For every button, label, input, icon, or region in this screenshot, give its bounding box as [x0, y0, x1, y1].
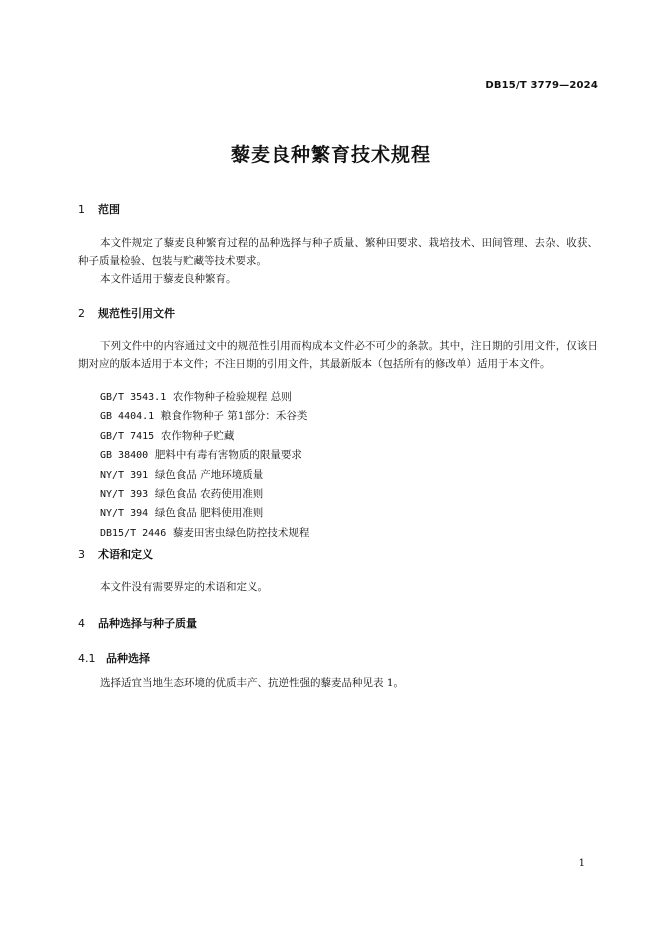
scope-applicability: 本文件适用于藜麦良种繁育。	[100, 273, 237, 285]
reference-name: 绿色食品 农药使用准则	[154, 488, 264, 501]
section-title: 规范性引用文件	[98, 307, 175, 320]
section-number: 1	[78, 203, 85, 216]
subsection-heading-variety-selection	[78, 650, 150, 666]
section-title: 术语和定义	[98, 548, 153, 561]
normative-paragraph: 下列文件中的内容通过文中的规范性引用而构成本文件必不可少的条款。其中，注日期的引用文件，仅该日期对应的版本适用于本文件；不注日期的引用文件，其最新版本（包括所有的修改单）适用于本文件。	[78, 340, 598, 370]
section-number: 2	[78, 307, 85, 320]
reference-name: 农作物种子检验规程 总则	[172, 391, 292, 403]
reference-item	[100, 388, 309, 407]
reference-code: DB15/T 2446	[100, 527, 167, 539]
reference-name: 肥料中有毒有害物质的限量要求	[154, 449, 302, 462]
reference-name: 藜麦田害虫绿色防控技术规程	[172, 526, 310, 539]
reference-code: GB/T 3543.1	[100, 392, 167, 403]
reference-code: NY/T 394	[100, 508, 149, 520]
page-number: 1	[578, 858, 585, 869]
section-heading-terms	[78, 546, 153, 562]
section-heading-variety	[78, 615, 197, 631]
scope-paragraph: 本文件规定了藜麦良种繁育过程的品种选择与种子质量、繁种田要求、栽培技术、田间管理、去杂、收获、种子质量检验、包装与贮藏等技术要求。	[78, 237, 598, 267]
reference-name: 绿色食品 肥料使用准则	[154, 507, 264, 520]
standard-code: DB15/T 3779—2024	[485, 80, 598, 91]
reference-name: 粮食作物种子 第1部分：禾谷类	[160, 410, 308, 423]
reference-code: GB/T 7415	[100, 430, 155, 442]
reference-name: 绿色食品 产地环境质量	[154, 468, 264, 481]
reference-code: NY/T 391	[100, 469, 149, 481]
reference-item	[100, 466, 309, 485]
reference-item	[100, 504, 309, 523]
reference-item	[100, 485, 309, 504]
reference-code: GB 4404.1	[100, 411, 155, 423]
reference-item	[100, 407, 309, 426]
section-number: 3	[78, 548, 85, 561]
document-title: 藜麦良种繁育技术规程	[230, 144, 431, 166]
section-title: 品种选择	[106, 652, 150, 665]
reference-item	[100, 446, 309, 465]
section-title: 品种选择与种子质量	[98, 617, 197, 630]
section-title: 范围	[98, 203, 120, 216]
reference-list	[100, 388, 309, 543]
reference-item	[100, 427, 309, 446]
section-number: 4	[78, 617, 85, 630]
reference-name: 农作物种子贮藏	[160, 429, 235, 442]
terms-paragraph: 本文件没有需要界定的术语和定义。	[100, 581, 268, 593]
reference-code: NY/T 393	[100, 489, 149, 501]
reference-item	[100, 524, 309, 543]
reference-code: GB 38400	[100, 450, 149, 462]
variety-selection-paragraph: 选择适宜当地生态环境的优质丰产、抗逆性强的藜麦品种见表 1。	[100, 677, 405, 689]
section-heading-normative	[78, 305, 175, 321]
section-heading-scope	[78, 201, 120, 217]
section-number: 4.1	[78, 652, 96, 665]
